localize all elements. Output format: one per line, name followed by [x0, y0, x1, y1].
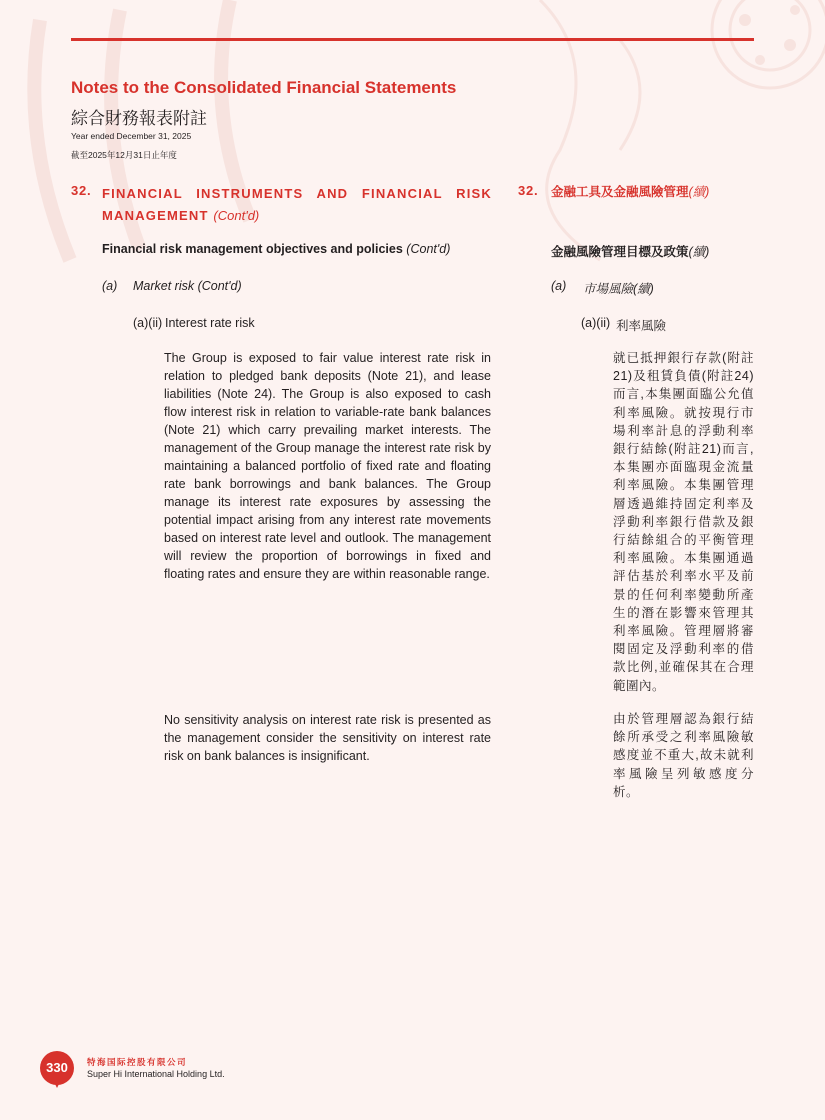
subsection-contd-en: (Cont'd) — [406, 242, 451, 256]
item-a-label-zh: (a) — [551, 279, 567, 293]
item-a-ii-label-en: (a)(ii) — [133, 316, 163, 330]
section-title-en — [102, 183, 492, 227]
subsection-title-zh-text: 金融風險管理目標及政策 — [551, 245, 689, 259]
section-number-en: 32. — [71, 183, 92, 198]
item-a-ii-title-zh: 利率風險 — [616, 319, 667, 333]
subsection-title-en-text: Financial risk management objectives and policies — [102, 242, 403, 256]
section-title-zh — [551, 183, 709, 201]
section-number-zh: 32. — [518, 183, 539, 198]
section-title-zh-text: 金融工具及金融風險管理 — [551, 185, 689, 199]
section-contd-zh: (續) — [688, 185, 710, 199]
paragraph-en-2: No sensitivity analysis on interest rate risk is presented as the management consider the sensitivity on interest rate risk on bank balances is insignificant. — [164, 713, 491, 763]
period-zh: 截至2025年12月31日止年度 — [71, 150, 177, 160]
subsection-contd-zh: (續) — [688, 245, 710, 259]
section-title-en-text: FINANCIAL INSTRUMENTS AND FINANCIAL RISK MANAGEMENT — [102, 186, 492, 223]
period-en: Year ended December 31, 2025 — [71, 131, 192, 141]
paragraph-zh-1: 就已抵押銀行存款(附註21)及租賃負債(附註24)而言,本集團面臨公允值利率風險。就按現行市場利率計息的浮動利率銀行結餘(附註21)而言,本集團亦面臨現金流量利率風險。本集團管理層透過維持固定利率及浮動利率銀行借款及銀行結餘組合的平衡管理利率風險。本集團通過評估基於利率水平及前景的任何利率變動所產生的潛在影響來管理其利率風險。管理層將審閱固定及浮動利率的借款比例,並確保其在合理範圍內。 — [613, 351, 754, 693]
item-a-title-zh: 市場風險(續) — [583, 282, 654, 296]
page-title-en: Notes to the Consolidated Financial Statements — [71, 78, 457, 97]
item-a-ii-label-zh: (a)(ii) — [581, 316, 611, 330]
subsection-title-en — [102, 242, 450, 256]
company-name-en: Super Hi International Holding Ltd. — [87, 1069, 225, 1079]
item-a-label-en: (a) — [102, 279, 118, 293]
page-number: 330 — [40, 1051, 74, 1085]
paragraph-en-1: The Group is exposed to fair value interest rate risk in relation to pledged bank deposits (Note 21), and lease liabilities (Note 24). The Group is also exposed to cash flow interest risk in relation to variable-rate bank balances (Note 21) which carry prevailing market interests. The management of the Group manage the interest rate risk by maintaining a balanced portfolio of fixed rate and floating rate bank borrowings and bank balances. The Group manage its interest rate exposures by assessing the potential impact arising from any interest rate movements based on interest rate level and outlook. The management will review the proportion of borrowings in fixed and floating rates and ensure they are within reasonable range. — [164, 351, 491, 581]
company-name-zh: 特海国际控股有限公司 — [87, 1057, 188, 1067]
paragraph-zh-2: 由於管理層認為銀行結餘所承受之利率風險敏感度並不重大,故未就利率風險呈列敏感度分析。 — [613, 712, 754, 799]
subsection-title-zh — [551, 242, 709, 260]
page-title-zh: 綜合財務報表附註 — [71, 109, 207, 128]
item-a-title-en: Market risk (Cont'd) — [133, 279, 242, 293]
item-a-ii-title-en: Interest rate risk — [165, 316, 255, 330]
header-rule — [71, 38, 754, 41]
section-contd-en: (Cont'd) — [213, 208, 260, 223]
